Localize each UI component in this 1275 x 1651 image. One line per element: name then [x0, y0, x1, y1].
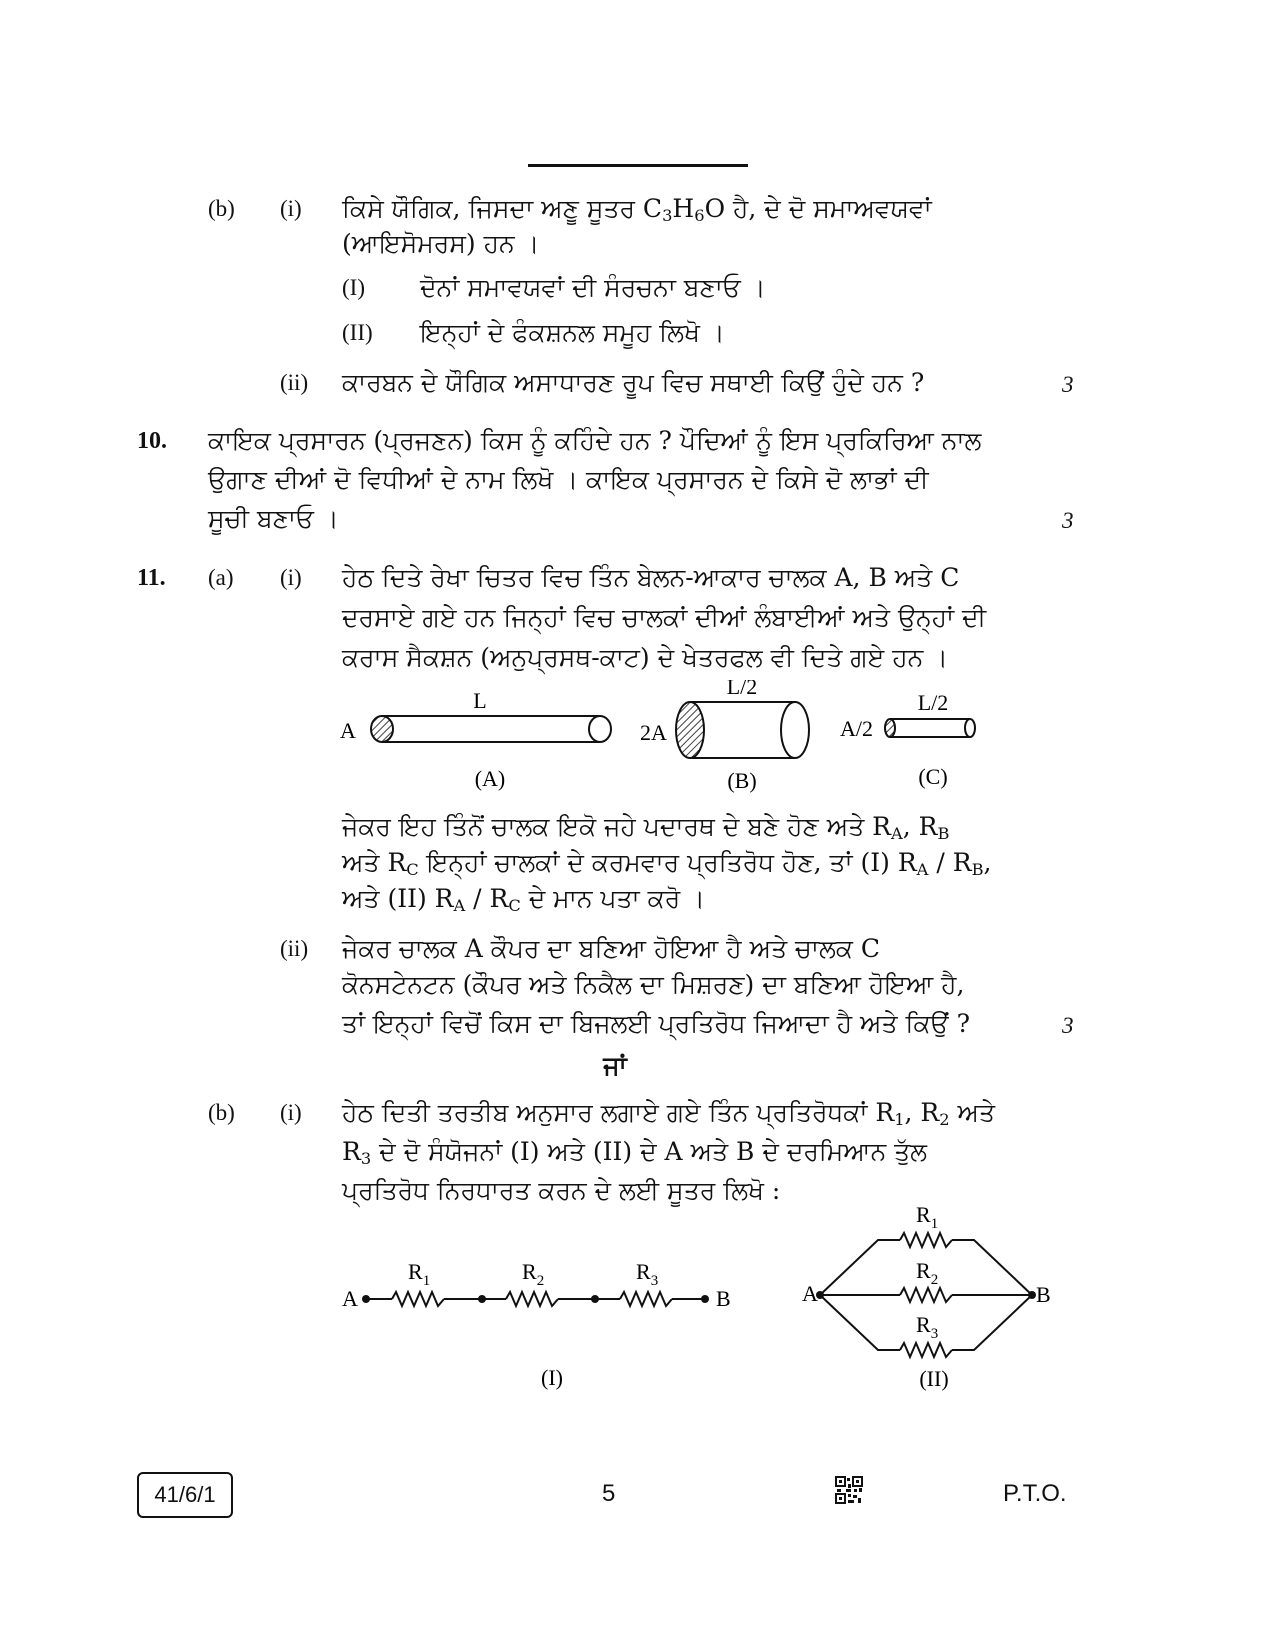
q11-a-ii-label: (ii)	[280, 936, 309, 961]
series-label-a: A	[342, 1286, 358, 1311]
q11-a-i-after3: ਅਤੇ (II) $R_A / R_C$ ਦੇ ਮਾਨ ਪਤਾ ਕਰੋ ।	[342, 884, 705, 916]
q11-a-ii-line1: ਜੇਕਰ ਚਾਲਕ A ਕੌਪਰ ਦਾ ਬਣਿਆ ਹੋਇਆ ਹੈ ਅਤੇ ਚਾਲਕ C	[342, 934, 881, 963]
q11-b-i-line3: ਪ੍ਰਤਿਰੋਧ ਨਿਰਧਾਰਤ ਕਰਨ ਦੇ ਲਈ ਸੂਤਰ ਲਿਖੋ :	[342, 1176, 781, 1205]
parallel-label-b: B	[1036, 1282, 1051, 1307]
fig-b-area: 2A	[640, 720, 667, 745]
qr-code-icon	[835, 1476, 863, 1504]
fig-a-area: A	[340, 718, 356, 743]
q9b-marks: 3	[1062, 372, 1074, 397]
q10-marks: 3	[1062, 508, 1074, 533]
parallel-label-a: A	[802, 1281, 818, 1306]
q9b-i-label: (i)	[280, 196, 302, 221]
conductor-c	[840, 690, 975, 789]
q9b-II-text: ਇਨ੍ਹਾਂ ਦੇ ਫੰਕਸ਼ਨਲ ਸਮੂਹ ਲਿਖੋ ।	[420, 318, 725, 347]
q10-number: 10.	[137, 428, 167, 454]
fig-c-caption: (C)	[918, 764, 948, 789]
series-node-a	[362, 1295, 370, 1303]
q11-a-i-label: (i)	[280, 565, 302, 590]
q11-a-i-after1: ਜੇਕਰ ਇਹ ਤਿੰਨੋਂ ਚਾਲਕ ਇਕੋ ਜਹੇ ਪਦਾਰਥ ਦੇ ਬਣੇ ਹੋਣ ਅਤੇ $R_A$, $R_B$	[342, 812, 950, 844]
series-node-2	[591, 1295, 599, 1303]
q10-line2: ਉਗਾਣ ਦੀਆਂ ਦੋ ਵਿਧੀਆਂ ਦੇ ਨਾਮ ਲਿਖੋ । ਕਾਇਕ ਪ੍ਰਸਾਰਨ ਦੇ ਕਿਸੇ ਦੋ ਲਾਭਾਂ ਦੀ	[208, 465, 929, 494]
fig-a-caption: (A)	[474, 766, 506, 791]
parallel-circuit	[800, 1200, 1060, 1395]
fig-b-length: L/2	[726, 680, 758, 699]
conductor-b	[640, 680, 809, 793]
q10-line3: ਸੂਚੀ ਬਣਾਓ ।	[208, 504, 339, 533]
top-rule	[528, 164, 748, 167]
q11-a-ii-line3: ਤਾਂ ਇਨ੍ਹਾਂ ਵਿਚੋਂ ਕਿਸ ਦਾ ਬਿਜਲਈ ਪ੍ਰਤਿਰੋਧ ਜਿਆਦਾ ਹੈ ਅਤੇ ਕਿਉਂ ?	[342, 1009, 970, 1038]
series-node-1	[478, 1295, 486, 1303]
paper-code: 41/6/1	[137, 1472, 233, 1518]
q11-number: 11.	[137, 565, 166, 591]
series-r2-label: $R_2$	[522, 1259, 545, 1289]
q9b-i-line2: (ਆਇਸੋਮਰਸ) ਹਨ ।	[342, 229, 540, 258]
q9b-I-text: ਦੋਨਾਂ ਸਮਾਵਯਵਾਂ ਦੀ ਸੰਰਚਨਾ ਬਣਾਓ ।	[420, 273, 766, 302]
q9b-II-label: (II)	[342, 320, 373, 345]
q11-a-i-line2: ਦਰਸਾਏ ਗਏ ਹਨ ਜਿਨ੍ਹਾਂ ਵਿਚ ਚਾਲਕਾਂ ਦੀਆਂ ਲੰਬਾਈਆਂ ਅਤੇ ਉਨ੍ਹਾਂ ਦੀ	[342, 603, 987, 632]
q11-b-label: (b)	[208, 1100, 235, 1125]
q9b-label: (b)	[208, 196, 235, 221]
fig-b-caption: (B)	[727, 768, 757, 793]
fig-a-length: L	[473, 688, 487, 713]
parallel-caption: (II)	[919, 1366, 949, 1391]
or-separator: ਜਾਂ	[603, 1051, 627, 1080]
q9b-i-line1: ਕਿਸੇ ਯੌਗਿਕ, ਜਿਸਦਾ ਅਣੂ ਸੂਤਰ $C_3H_6O$ ਹੈ, ਦੇ ਦੋ ਸਮਾਅਵਯਵਾਂ	[342, 194, 932, 226]
q9b-ii-label: (ii)	[280, 370, 309, 395]
parallel-node-b	[1028, 1291, 1036, 1299]
q11-b-i-line2: $R_3$ ਦੇ ਦੋ ਸੰਯੋਜਨਾਂ (I) ਅਤੇ (II) ਦੇ A ਅਤੇ B ਦੇ ਦਰਮਿਆਨ ਤੁੱਲ	[342, 1137, 928, 1169]
q11-a-label: (a)	[208, 565, 234, 590]
parallel-r3-label: $R_3$	[916, 1312, 939, 1342]
parallel-r2-label: $R_2$	[916, 1258, 939, 1288]
q11-b-i-line1: ਹੇਠ ਦਿਤੀ ਤਰਤੀਬ ਅਨੁਸਾਰ ਲਗਾਏ ਗਏ ਤਿੰਨ ਪ੍ਰਤਿਰੋਧਕਾਂ $R_1$, $R_2$ ਅਤੇ	[342, 1098, 996, 1130]
q11-b-i-label: (i)	[280, 1100, 302, 1125]
series-node-b	[701, 1295, 709, 1303]
conductor-figures	[330, 680, 1010, 805]
q11-a-marks: 3	[1062, 1013, 1074, 1038]
q9b-ii-text: ਕਾਰਬਨ ਦੇ ਯੌਗਿਕ ਅਸਾਧਾਰਣ ਰੂਪ ਵਿਚ ਸਥਾਈ ਕਿਉਂ ਹੁੰਦੇ ਹਨ ?	[342, 368, 925, 397]
conductor-a	[340, 688, 611, 791]
pto-label: P.T.O.	[1003, 1480, 1067, 1507]
q10-line1: ਕਾਇਕ ਪ੍ਰਸਾਰਨ (ਪ੍ਰਜਣਨ) ਕਿਸ ਨੂੰ ਕਹਿੰਦੇ ਹਨ ? ਪੌਦਿਆਂ ਨੂੰ ਇਸ ਪ੍ਰਕਿਰਿਆ ਨਾਲ	[208, 426, 982, 455]
fig-c-area: A/2	[840, 716, 873, 741]
fig-c-length: L/2	[917, 690, 949, 715]
series-circuit	[330, 1255, 750, 1395]
q11-a-i-line1: ਹੇਠ ਦਿਤੇ ਰੇਖਾ ਚਿਤਰ ਵਿਚ ਤਿੰਨ ਬੇਲਨ-ਆਕਾਰ ਚਾਲਕ A, B ਅਤੇ C	[342, 563, 960, 592]
q11-a-i-after2: ਅਤੇ $R_C$ ਇਨ੍ਹਾਂ ਚਾਲਕਾਂ ਦੇ ਕਰਮਵਾਰ ਪ੍ਰਤਿਰੋਧ ਹੋਣ, ਤਾਂ (I) $R_A / R_B$,	[342, 848, 992, 880]
q11-a-ii-line2: ਕੋਨਸਟੇਨਟਨ (ਕੌਪਰ ਅਤੇ ਨਿਕੈਲ ਦਾ ਮਿਸ਼ਰਣ) ਦਾ ਬਣਿਆ ਹੋਇਆ ਹੈ,	[342, 970, 965, 999]
series-r3-label: $R_3$	[636, 1259, 659, 1289]
page-number: 5	[602, 1480, 616, 1507]
series-label-b: B	[716, 1286, 731, 1311]
parallel-r1-label: $R_1$	[916, 1202, 939, 1232]
series-caption: (I)	[541, 1365, 563, 1390]
series-r1-label: $R_1$	[408, 1259, 431, 1289]
q9b-I-label: (I)	[342, 275, 365, 300]
q11-a-i-line3: ਕਰਾਸ ਸੈਕਸ਼ਨ (ਅਨੁਪ੍ਰਸਥ-ਕਾਟ) ਦੇ ਖੇਤਰਫਲ ਵੀ ਦਿਤੇ ਗਏ ਹਨ ।	[342, 643, 949, 672]
